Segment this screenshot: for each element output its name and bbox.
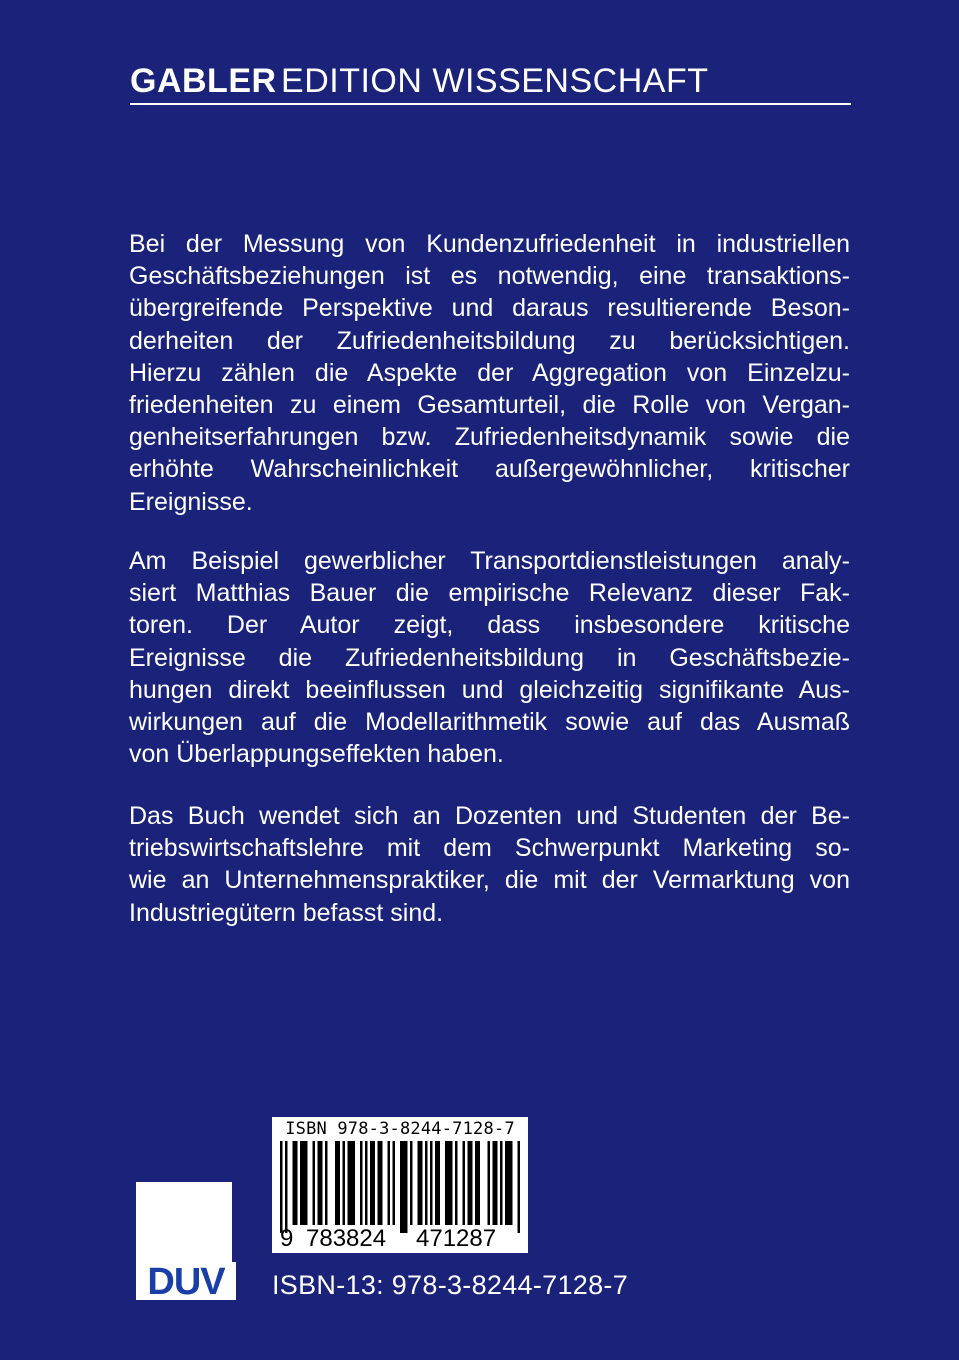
isbn13-label: ISBN-13: 978-3-8244-7128-7 <box>272 1270 629 1300</box>
blurb-line: Das Buch wendet sich an Dozenten und Studenten der Be- <box>129 802 850 830</box>
barcode-bar <box>505 1141 513 1225</box>
blurb-line: Am Beispiel gewerblicher Transportdienstleistungen analy- <box>129 547 850 575</box>
blurb-line: übergreifende Perspektive und daraus resultierende Beson- <box>129 294 850 323</box>
barcode-bar <box>455 1141 458 1225</box>
blurb-paragraph-3 <box>129 800 850 929</box>
barcode-digits-right: 471287 <box>416 1225 497 1252</box>
barcode-bar <box>410 1141 413 1225</box>
barcode-bar <box>325 1141 328 1225</box>
barcode-bars <box>280 1141 520 1233</box>
barcode-bar <box>418 1141 423 1225</box>
blurb-line: friedenheiten zu einem Gesamturteil, die Rolle von Vergan- <box>129 391 850 420</box>
blurb-line: Hierzu zählen die Aspekte der Aggregation von Einzelzu- <box>129 358 850 387</box>
blurb-line: siert Matthias Bauer die empirische Relevanz dieser Fak- <box>129 579 850 608</box>
barcode-bar <box>475 1141 480 1225</box>
barcode-bar <box>445 1141 453 1225</box>
barcode-bar <box>388 1141 391 1225</box>
barcode-bar <box>493 1141 498 1225</box>
header-rule <box>130 103 851 105</box>
barcode-digit-first: 9 <box>280 1225 294 1252</box>
barcode-bar <box>518 1141 521 1233</box>
blurb-paragraph-1 <box>129 228 850 518</box>
barcode-bar <box>400 1141 408 1233</box>
blurb-line: wirkungen auf die Modellarithmetik sowie auf das Ausmaß <box>129 708 850 737</box>
duv-logo <box>136 1182 236 1300</box>
series-name: EDITION WISSENSCHAFT <box>281 62 709 100</box>
barcode-bar <box>360 1141 363 1225</box>
barcode-bar <box>293 1141 298 1225</box>
blurb-line: von Überlappungseffekten haben. <box>129 740 504 769</box>
barcode-bar <box>280 1141 283 1233</box>
barcode-bar <box>500 1141 503 1225</box>
blurb-line: Bei der Messung von Kundenzufriedenheit in industriellen <box>129 230 850 258</box>
blurb-line: toren. Der Autor zeigt, dass insbesondere kritische <box>129 611 850 640</box>
barcode-bar <box>348 1141 356 1225</box>
blurb-line: derheiten der Zufriedenheitsbildung zu berücksichtigen. <box>129 326 850 355</box>
blurb-paragraph-2 <box>129 545 850 770</box>
barcode-bar <box>393 1141 396 1225</box>
barcode-bar <box>300 1141 308 1225</box>
blurb-line: genheitserfahrungen bzw. Zufriedenheitsdynamik sowie die <box>129 423 850 452</box>
barcode-bar <box>365 1141 368 1225</box>
blurb-line: triebswirtschaftslehre mit dem Schwerpunkt Marketing so- <box>129 834 850 863</box>
barcode-bar <box>463 1141 466 1225</box>
barcode-bar <box>318 1141 323 1225</box>
blurb-line: Ereignisse die Zufriedenheitsbildung in Geschäftsbezie- <box>129 643 850 672</box>
blurb-line: Ereignisse. <box>129 487 253 516</box>
barcode-bar <box>435 1141 440 1225</box>
barcode-bar <box>343 1141 346 1225</box>
barcode-bar <box>468 1141 473 1225</box>
duv-logo-text: DUV <box>147 1261 225 1300</box>
barcode-bar <box>313 1141 316 1225</box>
blurb-line: erhöhte Wahrscheinlichkeit außergewöhnlicher, kritischer <box>129 455 850 484</box>
barcode-digits-left: 783824 <box>306 1225 387 1252</box>
barcode-bar <box>378 1141 383 1225</box>
publisher-brand: GABLER <box>130 62 277 100</box>
barcode-isbn-label: ISBN 978-3-8244-7128-7 <box>285 1119 515 1139</box>
blurb-line: Geschäftsbeziehungen ist es notwendig, eine transaktions- <box>129 262 850 291</box>
duv-logo-box <box>136 1182 232 1262</box>
barcode-bar <box>488 1141 491 1225</box>
blurb-line: wie an Unternehmenspraktiker, die mit der Vermarktung von <box>129 866 850 895</box>
barcode-bar <box>430 1141 433 1225</box>
barcode-bar <box>425 1141 428 1225</box>
series-header <box>130 62 851 101</box>
barcode-bar <box>335 1141 340 1225</box>
blurb-line: Industriegütern befasst sind. <box>129 898 444 927</box>
barcode-bar <box>285 1141 288 1233</box>
barcode-panel <box>272 1117 528 1253</box>
blurb-line: hungen direkt beeinflussen und gleichzeitig signifikante Aus- <box>129 675 850 704</box>
barcode-bar <box>370 1141 375 1225</box>
